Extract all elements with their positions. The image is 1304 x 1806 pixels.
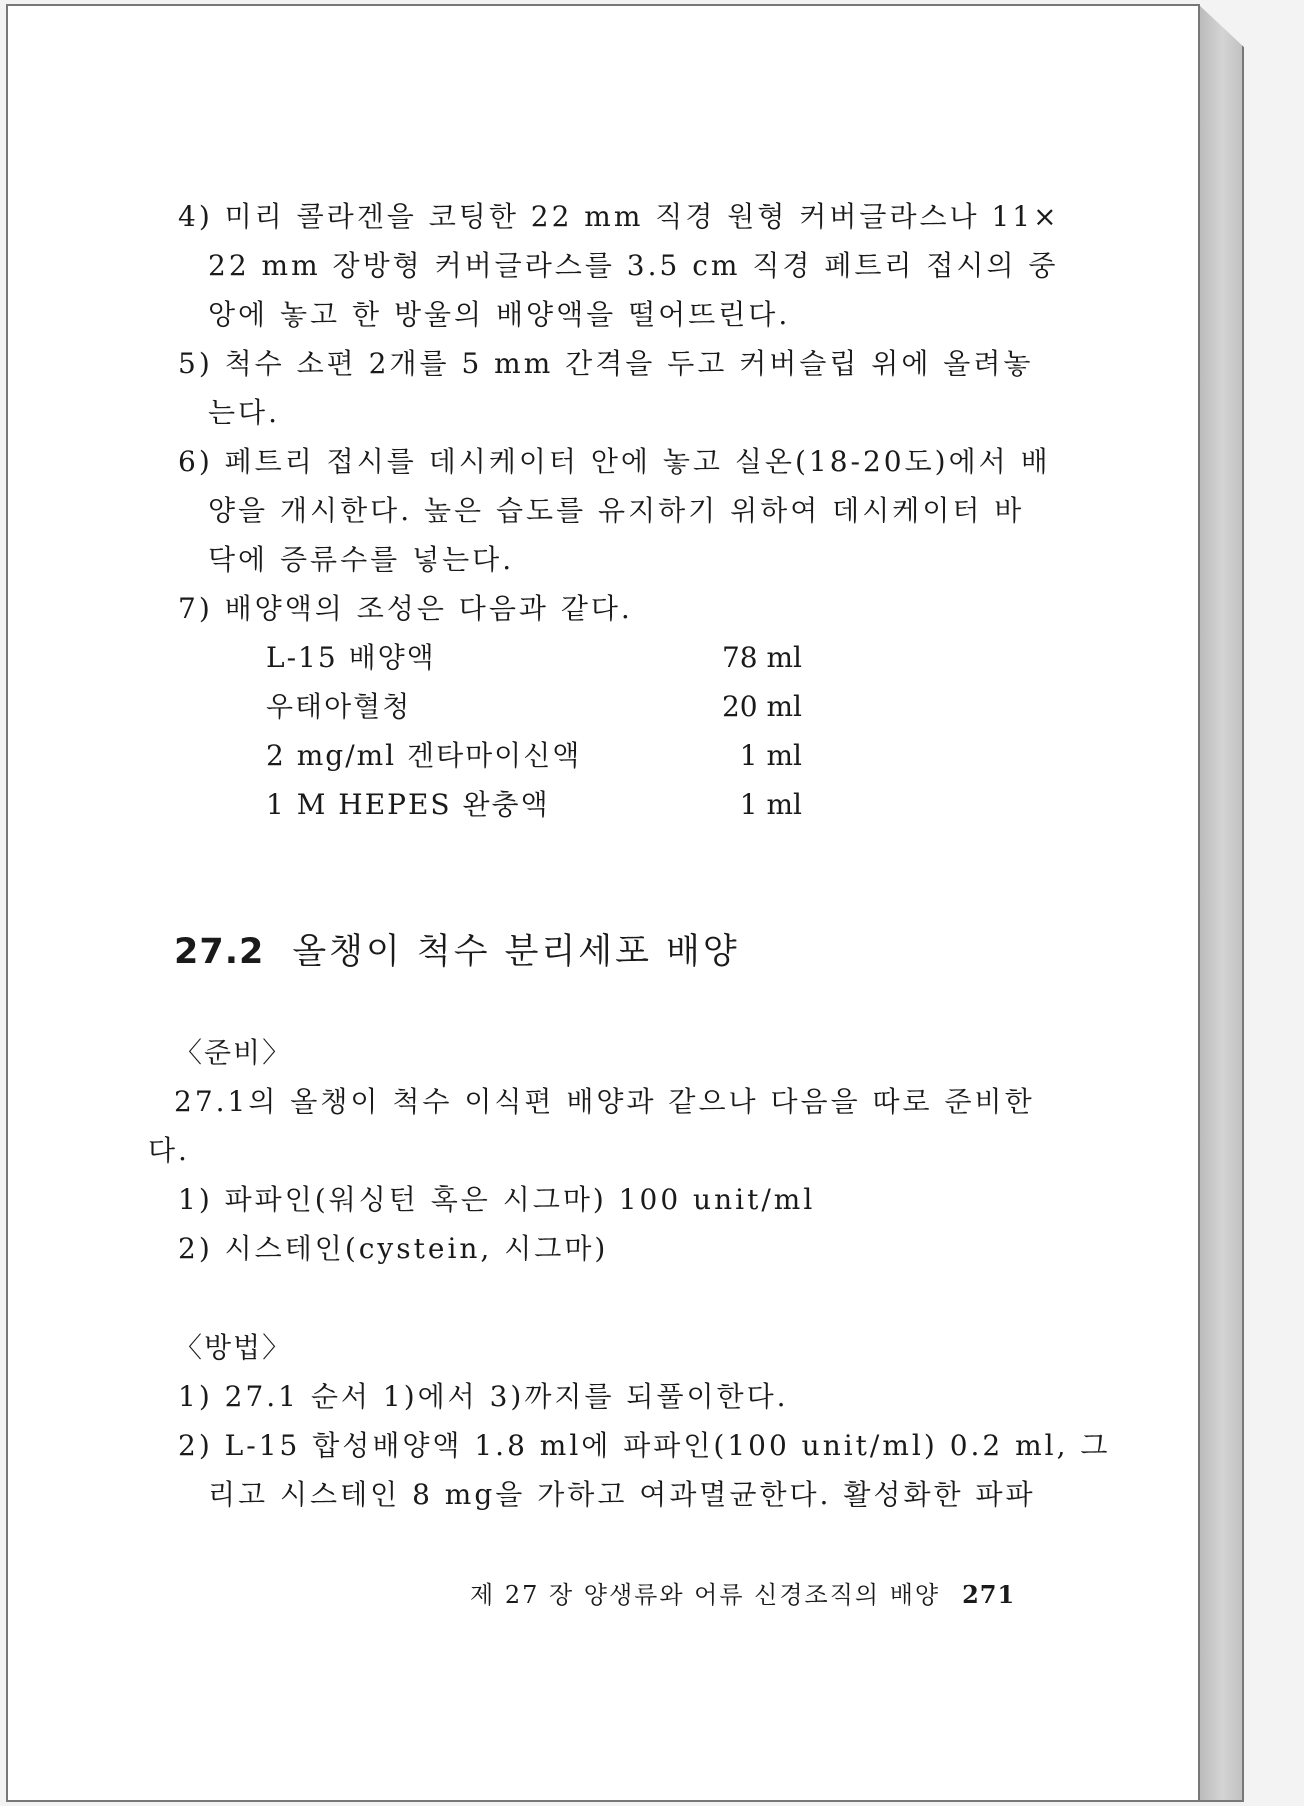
composition-name: 우태아혈청 (266, 690, 412, 723)
composition-amount: 1 ml (739, 788, 802, 821)
step-4-line-1: 4) 미리 콜라겐을 코팅한 22 mm 직경 원형 커버글라스나 11× (178, 200, 1060, 233)
prep-intro-line-2: 다. (148, 1134, 190, 1167)
composition-name: L-15 배양액 (266, 641, 436, 674)
prep-item-2: 2) 시스테인(cystein, 시그마) (178, 1232, 609, 1265)
chapter-title: 제 27 장 양생류와 어류 신경조직의 배양 (470, 1581, 941, 1609)
composition-amount: 1 ml (739, 739, 802, 772)
step-7-line: 7) 배양액의 조성은 다음과 같다. (178, 592, 633, 625)
method-step-2-line-1: 2) L-15 합성배양액 1.8 ml에 파파인(100 unit/ml) 0.2 ml, 그 (178, 1429, 1111, 1462)
step-4-line-3: 앙에 놓고 한 방울의 배양액을 떨어뜨린다. (208, 298, 791, 331)
section-number: 27.2 (174, 932, 265, 972)
step-5-line-2: 는다. (208, 396, 280, 429)
method-step-1: 1) 27.1 순서 1)에서 3)까지를 되풀이한다. (178, 1380, 789, 1413)
prep-heading: 〈준비〉 (174, 1036, 293, 1069)
step-6-line-2: 양을 개시한다. 높은 습도를 유지하기 위하여 데시케이터 바 (208, 494, 1025, 527)
composition-amount: 78 ml (721, 641, 802, 674)
step-6-line-3: 닥에 증류수를 넣는다. (208, 543, 515, 576)
step-5-line-1: 5) 척수 소편 2개를 5 mm 간격을 두고 커버슬립 위에 올려놓 (178, 347, 1034, 380)
page-number: 271 (962, 1580, 1016, 1609)
prep-intro-line-1: 27.1의 올챙이 척수 이식편 배양과 같으나 다음을 따로 준비한 (174, 1085, 1035, 1118)
method-step-2-line-2: 리고 시스테인 8 mg을 가하고 여과멸균한다. 활성화한 파파 (208, 1478, 1036, 1511)
section-title: 올챙이 척수 분리세포 배양 (292, 932, 740, 972)
prep-item-1: 1) 파파인(워싱턴 혹은 시그마) 100 unit/ml (178, 1183, 816, 1216)
step-6-line-1: 6) 페트리 접시를 데시케이터 안에 놓고 실온(18-20도)에서 배 (178, 445, 1051, 478)
page-footer (470, 1570, 1015, 1620)
composition-name: 1 M HEPES 완충액 (266, 788, 550, 821)
page-stack-edge (1198, 4, 1244, 1802)
method-heading: 〈방법〉 (174, 1331, 293, 1364)
section-heading (174, 928, 740, 977)
composition-name: 2 mg/ml 겐타마이신액 (266, 739, 582, 772)
composition-amount: 20 ml (721, 690, 802, 723)
step-4-line-2: 22 mm 장방형 커버글라스를 3.5 cm 직경 페트리 접시의 중 (208, 249, 1059, 282)
